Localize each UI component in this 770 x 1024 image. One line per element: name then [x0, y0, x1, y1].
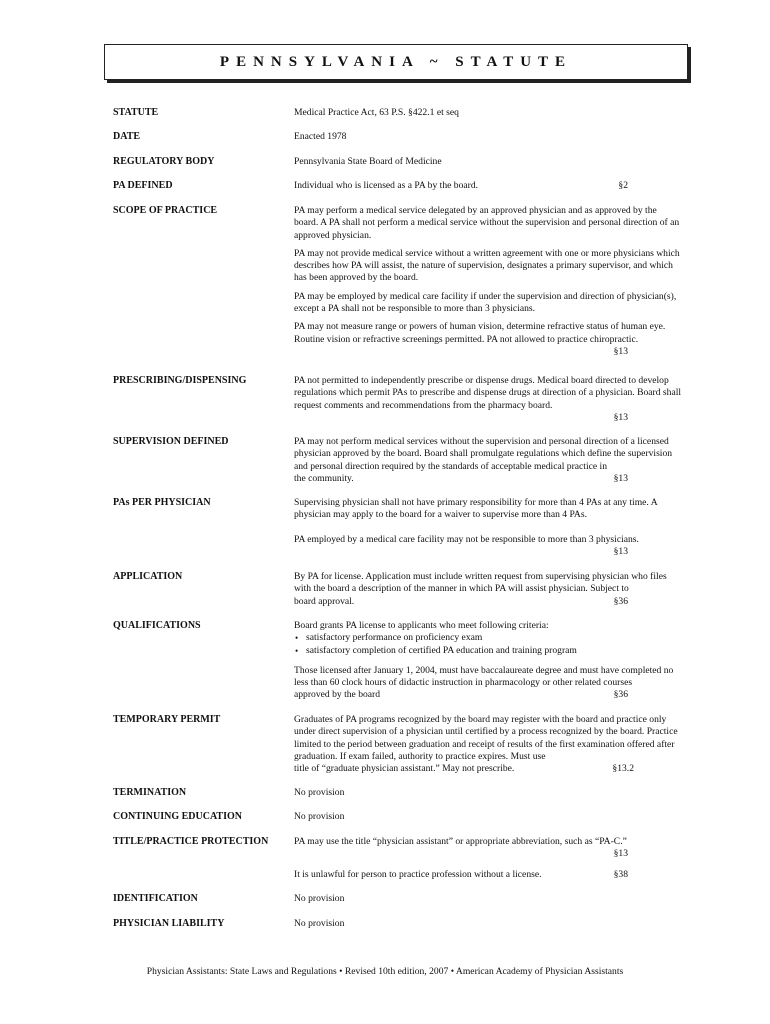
label-statute: STATUTE [113, 107, 159, 118]
scope-paragraph-4: PA may not measure range or powers of human vision, determine refractive status of human eye. Routine vision or refractive screenings permitted. PA not allowed to practice chiropractic. [294, 321, 666, 345]
page-footer: Physician Assistants: State Laws and Regulations • Revised 10th edition, 2007 • American Academy of Physician Assistants [146, 966, 624, 977]
value-temporary-permit: Graduates of PA programs recognized by the board may register with the board and practice only under direct supervision of a physician until certified by a process recognized by the board. Practice limited to the period between graduation and receipt of results of the first examination offered after graduation. If exam failed, authority to practice expires. Must use [294, 714, 678, 762]
qualifications-last-line: approved by the board [294, 689, 381, 701]
label-pas-per-physician: PAs PER PHYSICIAN [113, 497, 211, 508]
ref-qualifications: §36 [613, 689, 628, 701]
value-date: Enacted 1978 [294, 131, 347, 142]
value-physician-liability: No provision [294, 918, 345, 929]
ref-application: §36 [613, 595, 628, 607]
label-qualifications: QUALIFICATIONS [113, 620, 201, 631]
title-protection-paragraph-1: PA may use the title “physician assistant” or appropriate abbreviation, such as “PA-C.” [294, 836, 627, 847]
value-regulatory-body: Pennsylvania State Board of Medicine [294, 156, 442, 167]
ref-supervision: §13 [613, 472, 628, 484]
scope-paragraph-2: PA may not provide medical service without a written agreement with one or more physicians which describes how PA will assist, the nature of supervision, designates a primary supervisor, and which has been approved by the board. [294, 247, 680, 284]
ref-title-protection-1: §13 [613, 848, 628, 860]
value-supervision-defined: PA may not perform medical services without the supervision and personal direction of a licensed physician approved by the board. Board shall promulgate regulations which define the supervision and personal direction required by the standards of acceptable medical practice in [294, 436, 673, 472]
label-termination: TERMINATION [113, 787, 187, 798]
pas-paragraph-1: Supervising physician shall not have primary responsibility for more than 4 PAs at any time. A physician may apply to the board for a waiver to supervise more than 4 PAs. [294, 497, 658, 521]
list-item: • satisfactory completion of certified PA education and training program [306, 645, 682, 657]
label-temporary-permit: TEMPORARY PERMIT [113, 714, 221, 725]
label-continuing-education: CONTINUING EDUCATION [113, 811, 242, 822]
ref-pas: §13 [613, 545, 628, 557]
label-supervision-defined: SUPERVISION DEFINED [113, 436, 229, 447]
qualifications-paragraph-2: Those licensed after January 1, 2004, must have baccalaureate degree and must have completed no less than 60 clock hours of didactic instruction in pharmacology or other related courses [294, 664, 674, 689]
page-title: PENNSYLVANIA ~ STATUTE [219, 53, 573, 70]
label-title-protection: TITLE/PRACTICE PROTECTION [113, 836, 269, 847]
scope-paragraph-1: PA may perform a medical service delegated by an approved physician and as approved by the board. A PA shall not perform a medical service without the supervision and personal direction of an approved physician. [294, 205, 680, 241]
title-protection-paragraph-2: It is unlawful for person to practice profession without a license. [294, 868, 542, 880]
value-application: By PA for license. Application must include written request from supervising physician who files with the board a description of the manner in which PA will assist physician. Subject to [294, 571, 667, 595]
label-date: DATE [113, 131, 141, 142]
value-prescribing: PA not permitted to independently prescribe or dispense drugs. Medical board directed to develop regulations which permit PAs to prescribe and dispense drugs at direction of a physician. Board shall request comments and recommendations from the pharmacy board. [294, 375, 682, 411]
supervision-last-line: the community. [294, 472, 354, 484]
ref-prescribing: §13 [613, 411, 628, 423]
label-identification: IDENTIFICATION [113, 893, 198, 904]
pas-paragraph-2: PA employed by a medical care facility may not be responsible to more than 3 physicians. [294, 533, 639, 545]
value-continuing-education: No provision [294, 811, 345, 822]
ref-temporary-permit: §13.2 [612, 763, 634, 775]
label-prescribing: PRESCRIBING/DISPENSING [113, 375, 247, 386]
label-pa-defined: PA DEFINED [113, 180, 173, 191]
label-scope-of-practice: SCOPE OF PRACTICE [113, 205, 218, 216]
qualifications-list [294, 632, 682, 657]
temporary-permit-last-line: title of “graduate physician assistant.” May not prescribe. [294, 763, 515, 775]
label-physician-liability: PHYSICIAN LIABILITY [113, 918, 225, 929]
application-last-line: board approval. [294, 595, 355, 607]
value-identification: No provision [294, 893, 345, 904]
qualifications-intro: Board grants PA license to applicants who meet following criteria: [294, 620, 549, 631]
ref-scope: §13 [613, 345, 628, 357]
scope-paragraph-3: PA may be employed by medical care facility if under the supervision and direction of physician(s), except a PA shall not be responsible to more than 3 physicians. [294, 290, 677, 315]
value-termination: No provision [294, 787, 345, 798]
ref-title-protection-2: §38 [613, 868, 628, 880]
label-application: APPLICATION [113, 571, 183, 582]
list-item: • satisfactory performance on proficiency exam [306, 632, 682, 644]
header-box [104, 44, 688, 80]
label-regulatory-body: REGULATORY BODY [113, 156, 215, 167]
value-statute: Medical Practice Act, 63 P.S. §422.1 et seq [294, 107, 459, 118]
ref-pa-defined: §2 [618, 180, 628, 191]
value-pa-defined: Individual who is licensed as a PA by the board. [294, 180, 479, 191]
